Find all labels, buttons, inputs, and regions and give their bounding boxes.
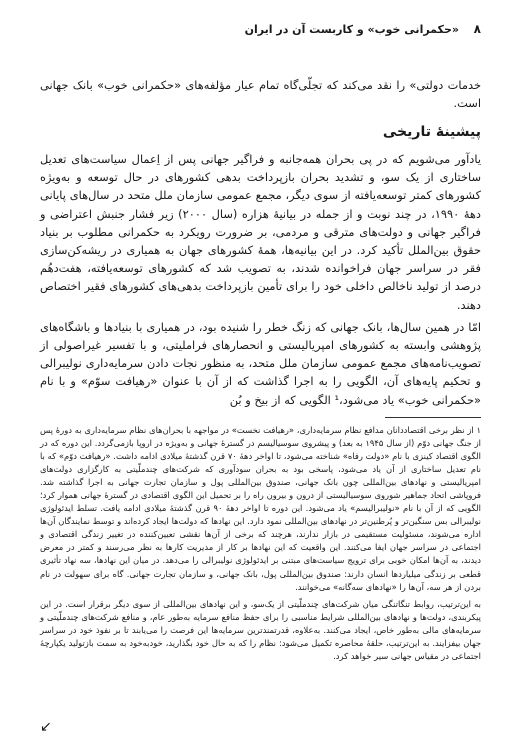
footnote-1: ۱ از نظر برخی اقتصاددانان مدافع نظام سرمایه‌داری، «رهیافت نخست» در مواجهه با بحران‌های نظام سرمایه‌داری به دورهٔ پس از جنگ جهانی دوّم (از سال ۱۹۴۵ به بعد) و پیشروی سوسیالیسم در گسترهٔ جهانی و به‌ویژه در اروپا بازمی‌گردد. این دوره که در الگوی اقتصاد کینزی با نام «دولت رفاه» شناخته می‌شود، تا اواخر دههٔ ۷۰ قرن گذشتهٔ میلادی ادامه داشت. «رهیافت دوّم» که با نام تعدیل ساختاری از آن یاد می‌شود، پاسخی بود به بحران سودآوری که شرکت‌های چندملّیتی به کارگزاری دولت‌های امپریالیستی و نهادهای بین‌المللی چون بانک جهانی، صندوق بین‌المللی پول و سازمان تجارت جهانی به اجرا گذاشته شد. فروپاشی اتحاد جماهیر شوروی سوسیالیستی از درون و بیرون راه را بر تحمیل این الگوی اقتصادی در گسترهٔ جهانی هموار کرد؛ الگویی که از آن با نام «نولیبرالیسم» یاد می‌شود. این دوره تا اواخر دههٔ ۹۰ قرن گذشتهٔ میلادی ادامه یافت. تسلط ایدئولوژی نولیبرالی بس سنگین‌تر و پُرطنین‌تر در نهادهای بین‌المللی نمود دارد. این نهادها که دولت‌ها ایجاد کرده‌اند و توسط نمایندگان آن‌ها اداره می‌شوند، مسئولیت مستقیمی در بازار ندارند، هرچند که برخی از آن‌ها نقشی تعیین‌کننده در تغییر زندگی اقتصادی و اجتماعی در سراسر جهان ایفا می‌کنند. این واقعیت که این نهادها بر کار از مدیریت کارها به نظر می‌رسند و کمتر در معرض دیدند، به آن‌ها امکان خوبی برای ترویج سیاست‌های مبتنی بر ایدئولوژی نولیبرالی را می‌دهد. در میان این نهادها، سه نهاد تأثیری قطعی بر زندگی میلیاردها انسان دارند: صندوق بین‌المللی پول، بانک جهانی، و سازمان تجارت جهانی. گاه برای سهولت در نام بردن از هر سه، آن‌ها را «نهادهای سه‌گانه» می‌خوانند. (40, 425, 481, 592)
continuation-arrow-icon: ↙ (40, 719, 52, 735)
main-text (40, 150, 481, 409)
footnote-continuation: به این‌ترتیب، روابط تنگاتنگی میان شرکت‌های چندملّیتی از یک‌سو، و این نهادهای بین‌المللی از سوی دیگر برقرار است. در این پیکربندی، دولت‌ها و نهادهای بین‌المللی شرایط مناسبی را برای حفظ منافع سرمایه به‌طور عام، و منافع شرکت‌های چندملّیتی و سرمایه‌های مالی به‌طور خاص، ایجاد می‌کنند. به‌علاوه، قدرتمندترین سرمایه‌ها این فرصت را می‌یابند تا بر نفوذ خود در سراسر جهان بیفزایند. به این‌ترتیب، حلقهٔ محاصره تکمیل می‌شود: نظام را که به حال خود بگذارید، خودبه‌خود به سمت بازتولید یکپارچهٔ اجتماعی در مقیاس جهانی سیر خواهد کرد. (40, 598, 481, 661)
section-heading: پیشینهٔ تاریخی (382, 124, 481, 140)
intro-paragraph-block (40, 76, 481, 112)
running-title: «حکمرانی خوب» و کاربست آن در ایران (244, 23, 459, 36)
footnote-divider (385, 417, 481, 418)
running-header (40, 22, 481, 42)
body-paragraph-1: یادآور می‌شویم که در پی بحران همه‌جانبه و فراگیر جهانی پس از اِعمال سیاست‌های تعدیل ساختاری از یک سو، و تشدید بحران بازپرداخت بدهی کشورهای در حال توسعه و به‌ویژه کشورهای کمتر توسعه‌یافته از سوی دیگر، مجمع عمومی سازمان ملل متحد در سال‌های پایانی دههٔ ۱۹۹۰، در چند نوبت و از جمله در بیانیهٔ هزاره (سال ۲۰۰۰) زیر فشار جنبش اعتراضی و فراگیر جهانی و دولت‌های مترقی و مردمی، بر ضرورت رویکرد به حکمرانی مطلوب بر بنیاد حقوق بین‌الملل تأکید کرد. در این بیانیه‌ها، همهٔ کشورهای جهان به همیاری در ریشه‌کن‌سازی فقر در سراسر جهان فراخوانده شدند، به تصویب شد که کشورهای توسعه‌یافته، هفت‌دهُم درصد از تولید ناخالص داخلی خود را برای تأمین بازپرداخت بدهی‌های کشورهای فقیر اختصاص دهند. (40, 152, 482, 312)
body-paragraph-2: امّا در همین سال‌ها، بانک جهانی که زنگ خطر را شنیده بود، در همیاری با بنیادها و باشگاه‌های پژوهشی وابسته به کشورهای امپریالیستی و انحصارهای فراملیتی، و با تفسیر غیراصولی از تصویب‌نامه‌های مجمع عمومی سازمان ملل متحد، به منظور نجات دادن سرمایه‌داری نولیبرالی و تحکیم پایه‌های آن، الگویی را به اجرا گذاشت که از آن با عنوان «رهیافت سوّم» و با نام «حکمرانی خوب» یاد می‌شود،¹ الگویی که از بیخ و بُن (40, 319, 481, 407)
page-number: ۸ (473, 22, 481, 36)
footnotes (40, 424, 481, 663)
intro-paragraph: خدمات دولتی» را نقد می‌کند که تجلّی‌گاه تمام عیار مؤلفه‌های «حکمرانی خوب» بانک جهانی است. (40, 78, 481, 111)
